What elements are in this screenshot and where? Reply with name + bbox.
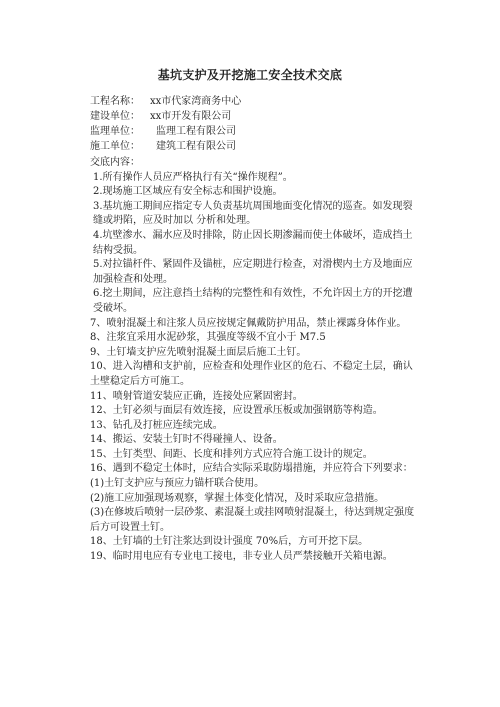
contractor-value: 建筑工程有限公司 <box>156 141 236 152</box>
content-body <box>90 156 415 565</box>
owner-row <box>90 109 241 124</box>
list-item: 8、注浆宜采用水泥砂浆，其强度等级不宜小于 M7.5 <box>90 332 326 344</box>
list-item: 7、喷射混凝土和注浆人员应按规定佩戴防护用品，禁止裸露身体作业。 <box>90 317 407 329</box>
project-name-label: 工程名称： <box>90 96 140 107</box>
list-item: 15、土钉类型、间距、长度和排列方式应符合施工设计的规定。 <box>90 448 373 460</box>
supervisor-value: 监理工程有限公司 <box>156 126 236 137</box>
list-item: 6.挖土期间，应注意挡土结构的完整性和有效性，不允许因土方的开挖遭受破坏。 <box>93 288 413 314</box>
content-heading: 交底内容： <box>90 157 140 168</box>
list-item: (1)土钉支护应与预应力锚杆联合使用。 <box>90 478 265 490</box>
supervisor-label: 监理单位： <box>90 126 140 137</box>
list-item: 10、进入沟槽和支护前，应检查和处理作业区的危石、不稳定土层，确认土壁稳定后方可施工。 <box>90 361 413 387</box>
list-item: 18、土钉墙的土钉注浆达到设计强度 70%后，方可开挖下层。 <box>90 536 369 548</box>
list-item: 13、钻孔及打桩应连续完成。 <box>90 419 223 431</box>
list-item: 19、临时用电应有专业电工接电，非专业人员严禁接触开关箱电源。 <box>90 551 393 563</box>
list-item: 3.基坑施工期间应指定专人负责基坑周围地面变化情况的巡查。如发现裂缝或坍陷，应及时加以 分析和处理。 <box>93 200 413 227</box>
list-item: 12、土钉必须与面层有效连接，应设置承压板或加强钢筋等构造。 <box>90 405 383 417</box>
list-item: 2.现场施工区域应有安全标志和围护设施。 <box>93 186 283 198</box>
project-name-value: xx市代家湾商务中心 <box>150 96 242 107</box>
owner-value: xx市开发有限公司 <box>150 111 232 122</box>
list-item: (3)在修坡后喷射一层砂浆、素混凝土或挂网喷射混凝土，待达到规定强度后方可设置土钉。 <box>90 507 415 533</box>
contractor-row <box>90 139 241 154</box>
list-item: 4.坑壁渗水、漏水应及时排除，防止因长期渗漏而使土体破坏，造成挡土结构受损。 <box>93 229 413 256</box>
project-name-row <box>90 94 241 109</box>
document-title: 基坑支护及开挖施工安全技术交底 <box>157 68 343 82</box>
project-info <box>90 94 241 154</box>
list-item: 14、搬运、安装土钉时不得碰撞人、设备。 <box>90 434 283 446</box>
list-item: 16、遇到不稳定土体时，应结合实际采取防塌措施，并应符合下列要求： <box>90 463 413 475</box>
contractor-label: 施工单位： <box>90 141 140 152</box>
list-item: 1.所有操作人员应严格执行有关“操作规程”。 <box>93 171 293 183</box>
list-item: (2)施工应加强现场观察，掌握土体变化情况，及时采取应急措施。 <box>90 492 385 504</box>
list-item: 5.对拉锚杆件、紧固件及锚桩，应定期进行检查，对滑楔内土方及地面应加强检查和处理。 <box>93 259 413 285</box>
owner-label: 建设单位： <box>90 111 140 122</box>
supervisor-row <box>90 124 241 139</box>
list-item: 11、喷射管道安装应正确，连接处应紧固密封。 <box>90 390 303 402</box>
list-item: 9、土钉墙支护应先喷射混凝土面层后施工土钉。 <box>90 346 307 358</box>
